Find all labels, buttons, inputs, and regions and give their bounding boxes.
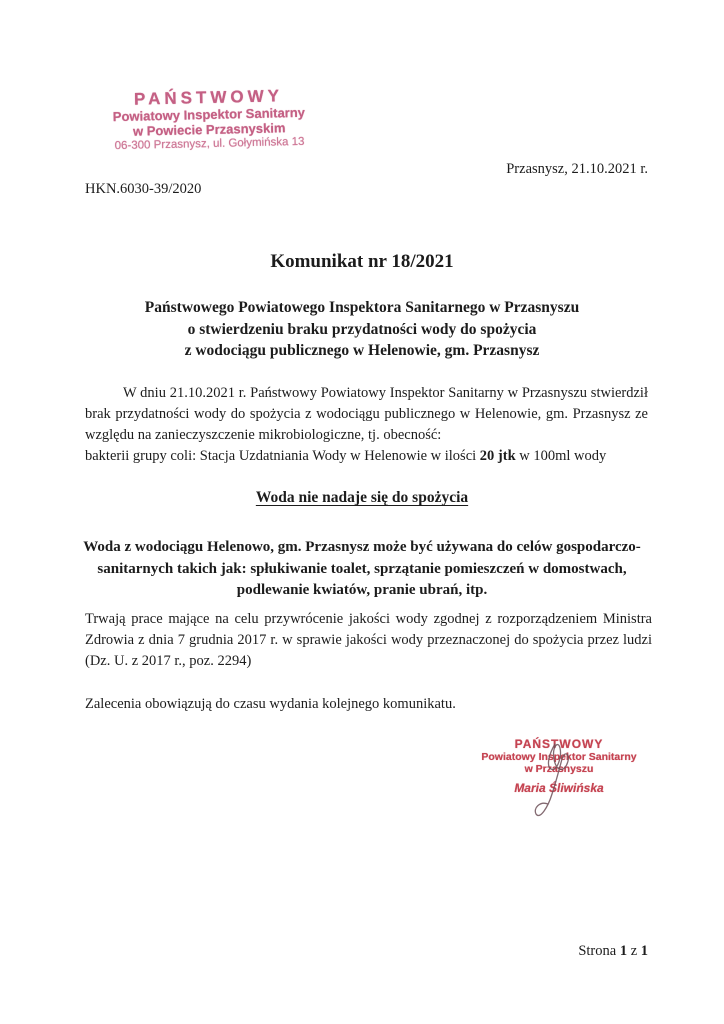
finding-detail-pre: bakterii grupy coli: Stacja Uzdatniania Wody w Helenowie w ilości bbox=[85, 448, 480, 464]
footer-separator: z bbox=[630, 943, 638, 959]
signature-stamp-place: w Przasnyszu bbox=[524, 763, 594, 775]
document-subtitle bbox=[0, 297, 724, 362]
validity-note: Zalecenia obowiązują do czasu wydania kolejnego komunikatu. bbox=[85, 696, 456, 712]
subtitle-line: Państwowego Powiatowego Inspektora Sanitarnego w Przasnyszu bbox=[144, 299, 580, 316]
page-footer bbox=[85, 943, 648, 960]
finding-detail-post: w 100ml wody bbox=[515, 448, 607, 464]
coli-count-value: 20 jtk bbox=[479, 448, 516, 464]
finding-paragraph: W dniu 21.10.2021 r. Państwowy Powiatowy Inspektor Sanitarny w Przasnyszu stwierdził brak przydatności wody do spożycia z wodociągu publicznego w Helenowie, gm. Przasnysz ze względu na zanieczyszczenie mikrobiologiczne, tj. obecność: bbox=[85, 385, 648, 443]
subtitle-line: o stwierdzeniu braku przydatności wody do spożycia bbox=[187, 320, 537, 338]
document-title: Komunikat nr 18/2021 bbox=[270, 251, 454, 272]
place-and-date: Przasnysz, 21.10.2021 r. bbox=[506, 161, 648, 177]
signature-stamp-title: Powiatowy Inspektor Sanitarny bbox=[481, 751, 637, 763]
stamp-org-address: 06-300 Przasnysz, ul. Gołymińska 13 bbox=[114, 135, 305, 153]
footer-page-number: 1 bbox=[619, 943, 628, 959]
stamp-org-title: Powiatowy Inspektor Sanitarny bbox=[112, 104, 306, 125]
usage-paragraph: Woda z wodociągu Helenowo, gm. Przasnysz może być używana do celów gospodarczo-sanitarnych takich jak: spłukiwanie toalet, sprzątanie pomieszczeń w domostwach, podlewanie kwiatów, pranie ubrań, itp. bbox=[83, 539, 641, 598]
footer-total-pages: 1 bbox=[640, 943, 648, 959]
stamp-org-name: PAŃSTWOWY bbox=[133, 86, 284, 109]
works-paragraph: Trwają prace mające na celu przywrócenie jakości wody zgodnej z rozporządzeniem Ministra Zdrowia z dnia 7 grudnia 2017 r. w sprawie jakości wody przeznaczonej do spożycia przez ludzi (Dz. U. z 2017 r., poz. 2294) bbox=[85, 611, 652, 669]
signature-stamp-org: PAŃSTWOWY bbox=[514, 737, 604, 751]
finding-detail-line bbox=[85, 446, 648, 467]
subtitle-line: z wodociągu publicznego w Helenowie, gm. Przasnysz bbox=[184, 342, 540, 359]
signer-name: Maria Śliwińska bbox=[514, 781, 604, 795]
reference-number: HKN.6030-39/2020 bbox=[85, 181, 202, 197]
footer-label: Strona bbox=[578, 943, 617, 959]
office-stamp bbox=[85, 85, 332, 155]
signature-stamp bbox=[470, 738, 648, 795]
stamp-org-district: w Powiecie Przasnyskim bbox=[132, 120, 286, 139]
warning-heading: Woda nie nadaje się do spożycia bbox=[255, 489, 469, 506]
